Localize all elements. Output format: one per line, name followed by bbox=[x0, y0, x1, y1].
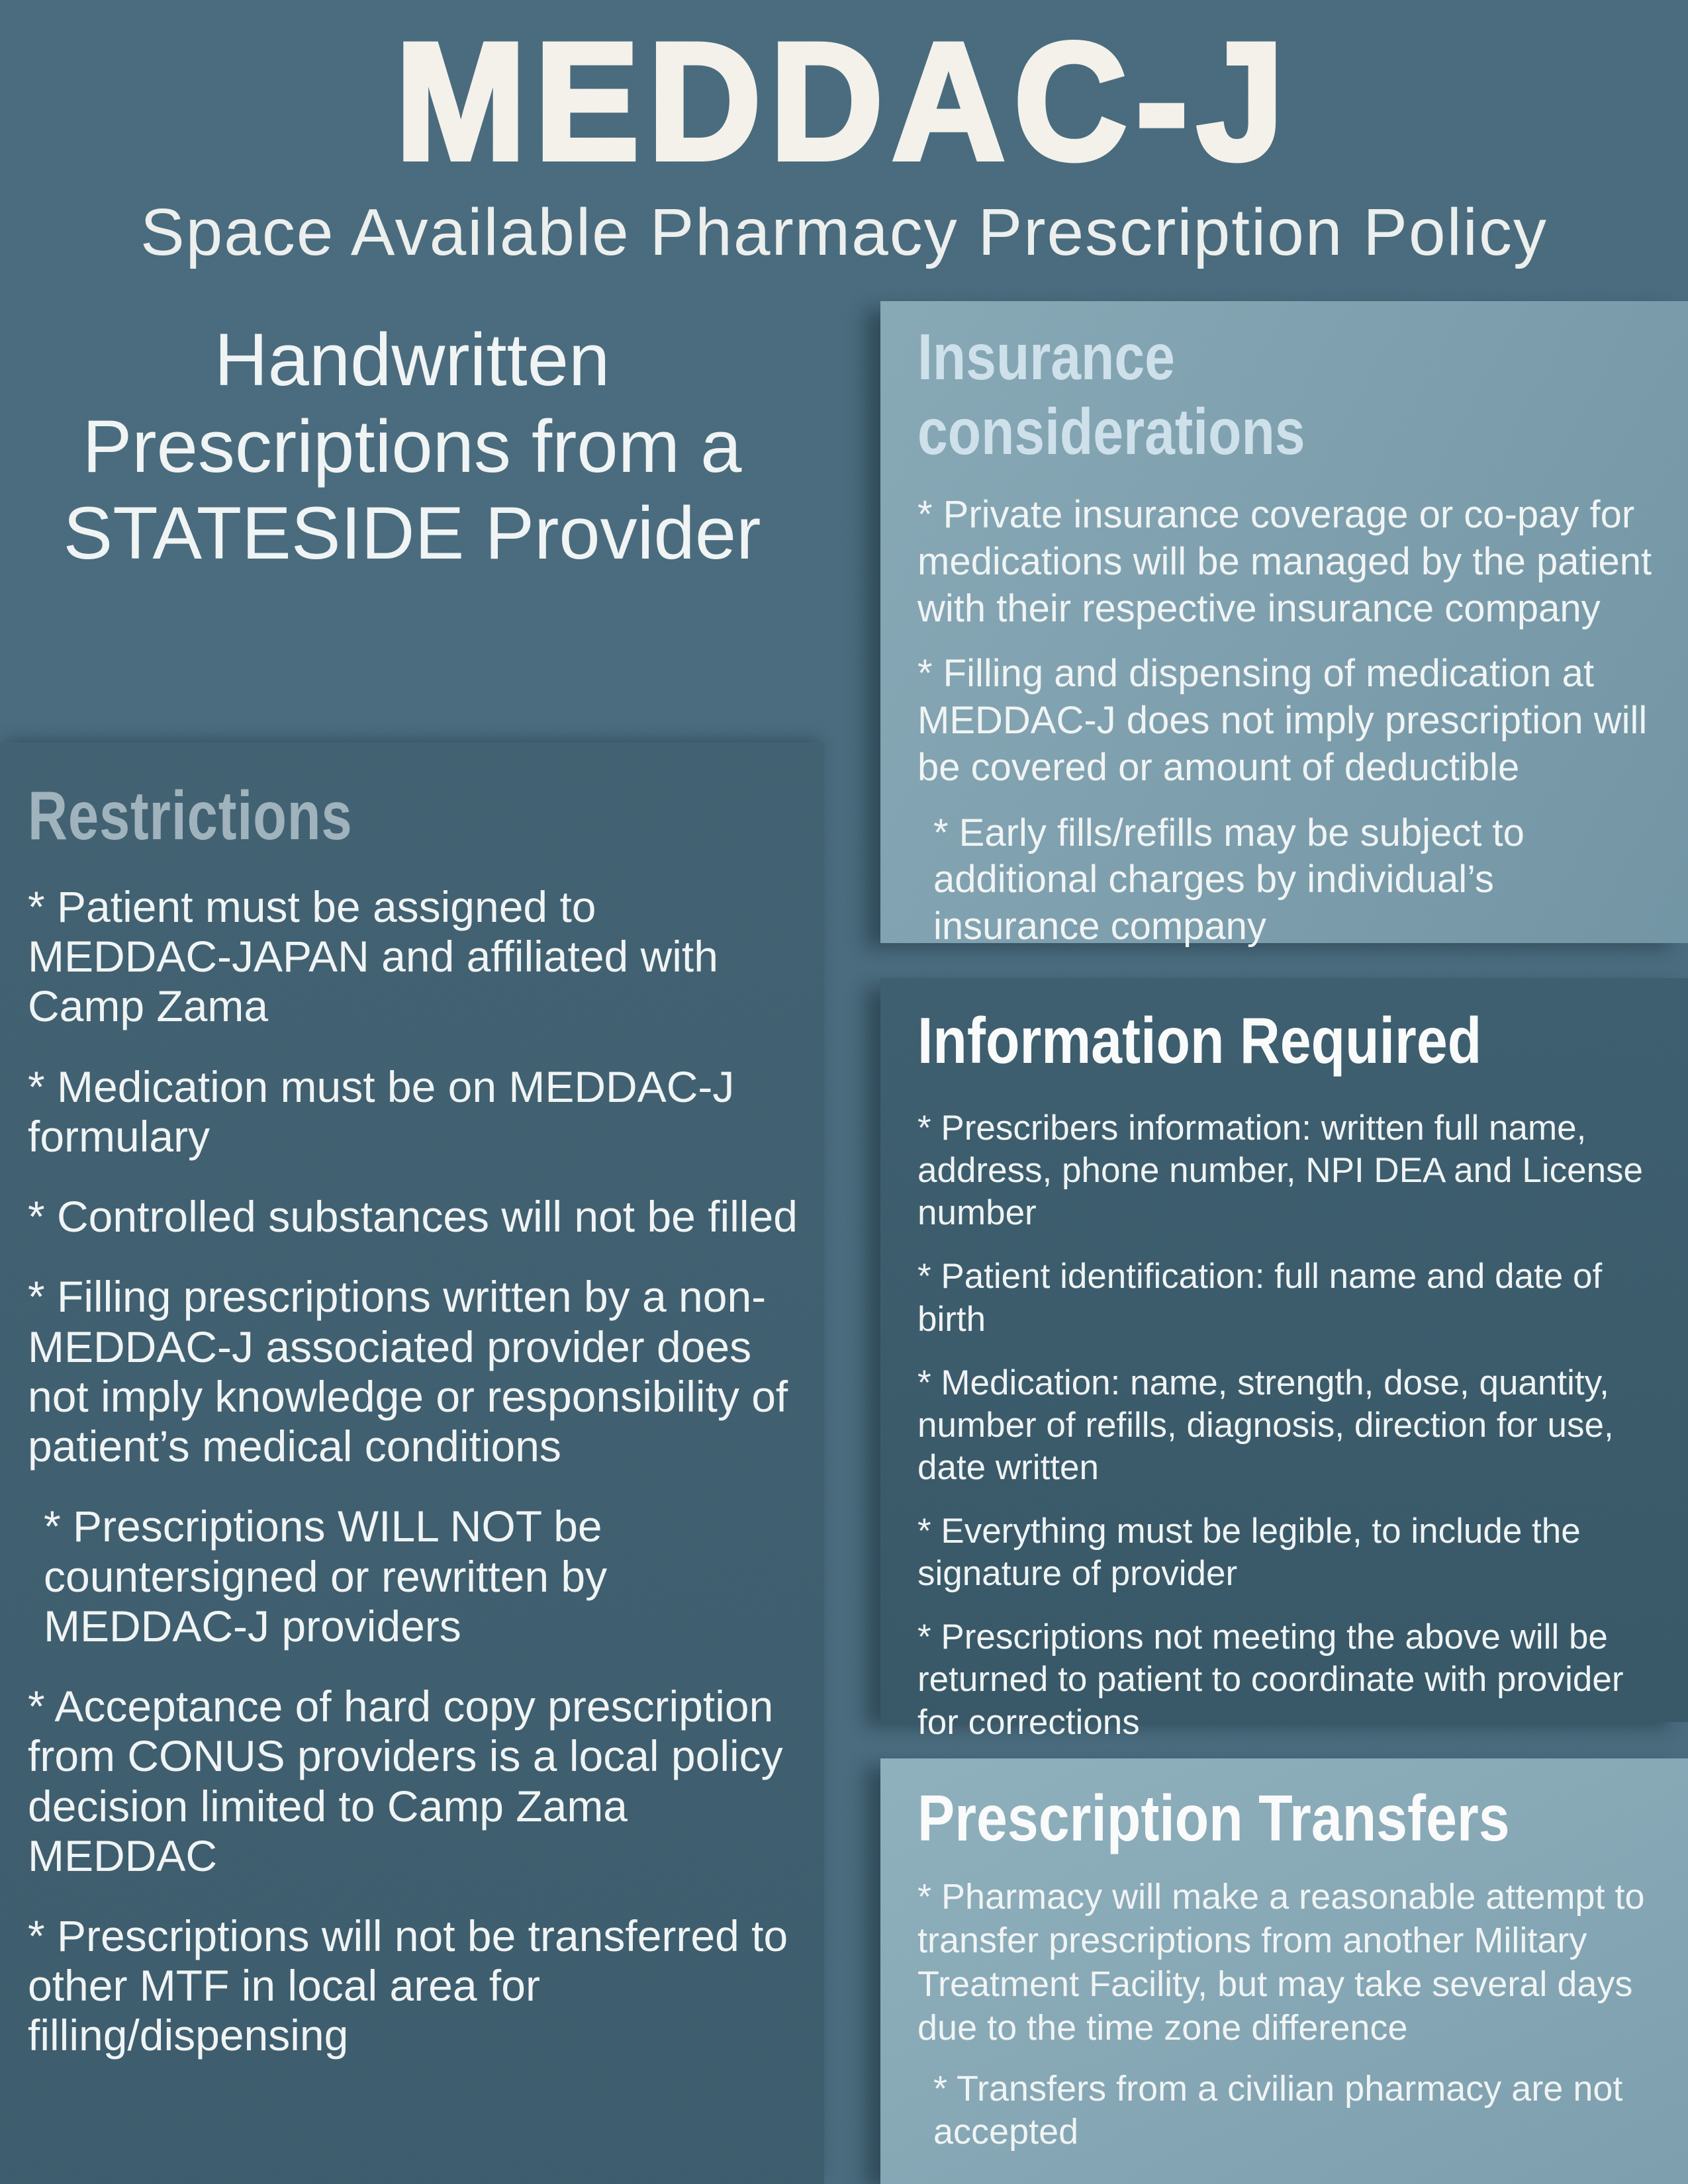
list-item: * Prescriptions not meeting the above will be returned to patient to coordinate with provider for corrections bbox=[917, 1617, 1624, 1742]
list-item: * Medication must be on MEDDAC-J formulary bbox=[28, 1062, 735, 1161]
restrictions-list bbox=[28, 882, 800, 2061]
prescription-transfers-heading: Prescription Transfers bbox=[917, 1782, 1510, 1854]
list-item: * Prescribers information: written full name, address, phone number, NPI DEA and License number bbox=[917, 1109, 1644, 1233]
list-item: * Medication: name, strength, dose, quantity, number of refills, diagnosis, direction for use, date written bbox=[917, 1363, 1614, 1487]
list-item: * Early fills/refills may be subject to additional charges by individual’s insurance company bbox=[933, 811, 1524, 948]
list-item: * Filling and dispensing of medication at MEDDAC-J does not imply prescription will be covered or amount of deductible bbox=[917, 652, 1648, 789]
poster-title: MEDDAC-J bbox=[395, 9, 1293, 195]
list-item: * Prescriptions WILL NOT be countersigned or rewritten by MEDDAC-J providers bbox=[44, 1502, 608, 1651]
insurance-heading: Insurance considerations bbox=[917, 320, 1305, 468]
insurance-panel bbox=[880, 301, 1688, 948]
left-column-heading: Handwritten Prescriptions from a STATESIDE Provider bbox=[63, 318, 761, 575]
prescription-transfers-list bbox=[917, 1876, 1672, 2154]
list-item: * Acceptance of hard copy prescription from CONUS providers is a local policy decision limited to Camp Zama MEDDAC bbox=[28, 1682, 783, 1880]
list-item: * Private insurance coverage or co-pay for medications will be managed by the patient with their respective insurance company bbox=[917, 493, 1652, 630]
information-required-list bbox=[917, 1107, 1654, 1744]
list-item: * Pharmacy will make a reasonable attempt to transfer prescriptions from another Military Treatment Facility, but may take several days due to the time zone difference bbox=[917, 1877, 1645, 2048]
insurance-list bbox=[917, 492, 1671, 950]
poster-subtitle: Space Available Pharmacy Prescription Policy bbox=[140, 195, 1548, 269]
list-item: * Transfers from a civilian pharmacy are not accepted bbox=[933, 2068, 1623, 2152]
information-required-heading: Information Required bbox=[917, 1004, 1482, 1077]
list-item: * Controlled substances will not be filled bbox=[28, 1192, 798, 1242]
information-required-panel bbox=[880, 978, 1688, 1742]
restrictions-panel bbox=[0, 743, 824, 2184]
list-item: * Patient identification: full name and date of birth bbox=[917, 1257, 1603, 1339]
restrictions-heading: Restrictions bbox=[28, 778, 353, 854]
list-item: * Patient must be assigned to MEDDAC-JAPAN and affiliated with Camp Zama bbox=[28, 882, 718, 1031]
list-item: * Everything must be legible, to include the signature of provider bbox=[917, 1512, 1581, 1594]
prescription-transfers-panel bbox=[880, 1758, 1688, 2184]
list-item: * Filling prescriptions written by a non-MEDDAC-J associated provider does not imply knowledge or responsibility of patient’s medical conditions bbox=[28, 1272, 788, 1471]
list-item: * Prescriptions will not be transferred to other MTF in local area for filling/dispensing bbox=[28, 1911, 788, 2060]
